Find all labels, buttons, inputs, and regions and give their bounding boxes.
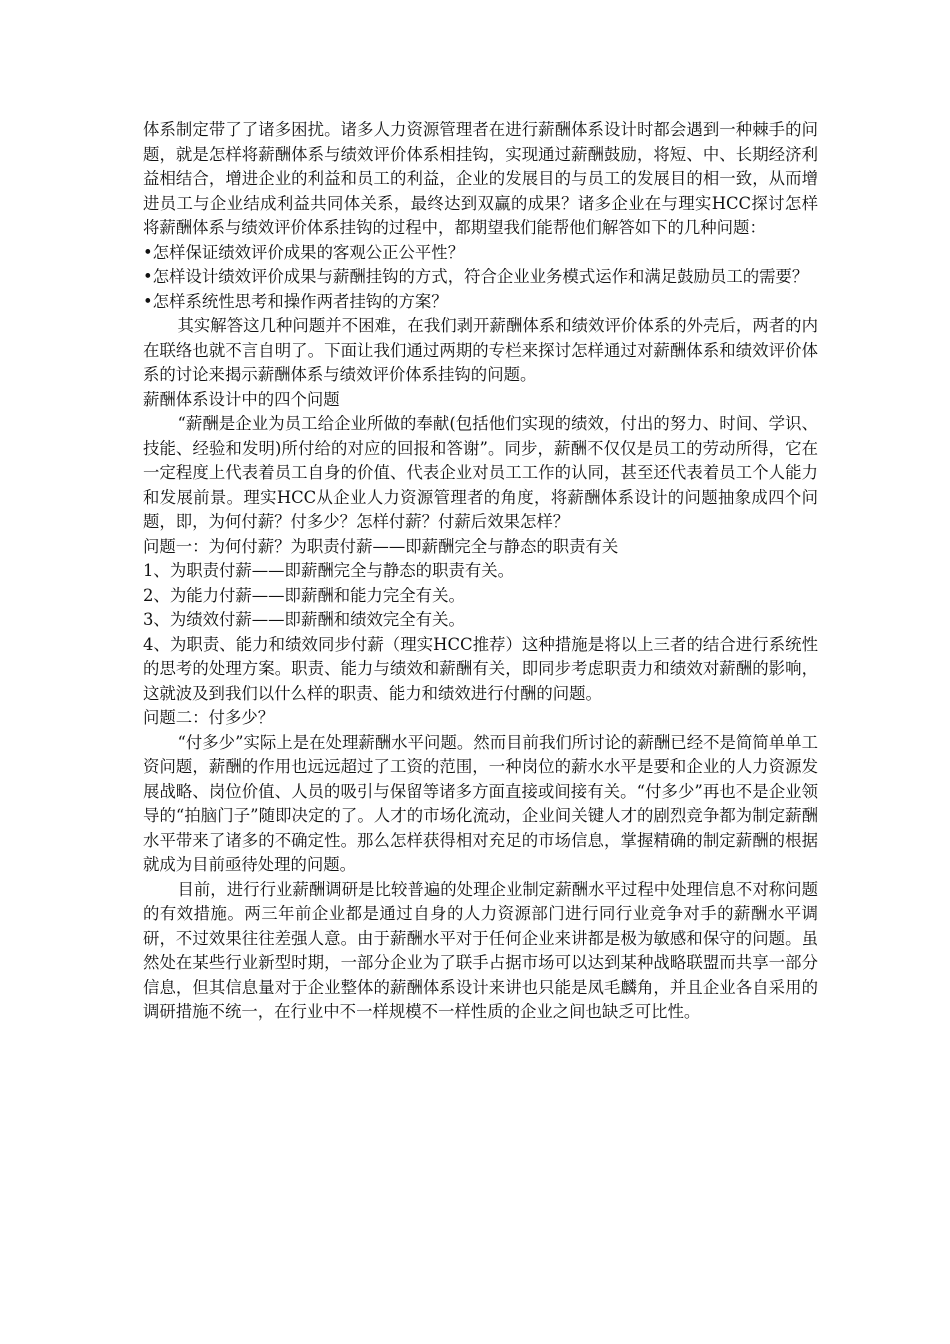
list-item-4: 4、为职责、能力和绩效同步付薪（理实HCC推荐）这种措施是将以上三者的结合进行系统性的思考的处理方案。职责、能力与绩效和薪酬有关，即同步考虑职责力和绩效对薪酬的影响，这就波及到我们以什么样的职责、能力和绩效进行付酬的问题。 xyxy=(143,634,818,703)
bullet-question-2: •怎样设计绩效评价成果与薪酬挂钩的方式，符合企业业务模式运作和满足鼓励员工的需要？ xyxy=(143,267,809,286)
bullet-question-3: •怎样系统性思考和操作两者挂钩的方案？ xyxy=(143,291,448,311)
paragraph-how-much: “付多少”实际上是在处理薪酬水平问题。然而目前我们所讨论的薪酬已经不是简简单单工资问题，薪酬的作用也远远超过了工资的范围，一种岗位的薪水水平是要和企业的人力资源发展战略、岗位价值、人员的吸引与保留等诸多方面直接或间接有关。“付多少”再也不是企业领导的“拍脑门子”随即决定的了。人才的市场化流动，企业间关键人才的剧烈竞争都为制定薪酬水平带来了诸多的不确定性。那么怎样获得相对充足的市场信息，掌握精确的制定薪酬的根据就成为目前亟待处理的问题。 xyxy=(143,732,818,874)
question-two-heading: 问题二：付多少？ xyxy=(143,708,275,727)
list-item-3: 3、为绩效付薪——即薪酬和绩效完全有关。 xyxy=(143,610,465,629)
paragraph-intro: 体系制定带了了诸多困扰。诸多人力资源管理者在进行薪酬体系设计时都会遇到一种棘手的问题，就是怎样将薪酬体系与绩效评价体系相挂钩，实现通过薪酬鼓励，将短、中、长期经济利益相结合，增进企业的利益和员工的利益，企业的发展目的与员工的发展目的相一致，从而增进员工与企业结成利益共同体关系，最终达到双赢的成果？诸多企业在与理实HCC探讨怎样将薪酬体系与绩效评价体系挂钩的过程中，都期望我们能帮他们解答如下的几种问题： xyxy=(143,120,818,237)
section-heading: 薪酬体系设计中的四个问题 xyxy=(143,389,340,409)
paragraph-answer: 其实解答这几种问题并不困难，在我们剥开薪酬体系和绩效评价体系的外壳后，两者的内在联络也就不言自明了。下面让我们通过两期的专栏来探讨怎样通过对薪酬体系和绩效评价体系的讨论来揭示薪酬体系与绩效评价体系挂钩的问题。 xyxy=(143,316,818,384)
bullet-question-1: •怎样保证绩效评价成果的客观公正公平性？ xyxy=(143,242,465,262)
document-body xyxy=(143,118,818,1025)
list-item-2: 2、为能力付薪——即薪酬和能力完全有关。 xyxy=(143,585,465,605)
paragraph-salary-survey: 目前，进行行业薪酬调研是比较普遍的处理企业制定薪酬水平过程中处理信息不对称问题的有效措施。两三年前企业都是通过自身的人力资源部门进行同行业竞争对手的薪酬水平调研，不过效果往往差强人意。由于薪酬水平对于任何企业来讲都是极为敏感和保守的问题。虽然处在某些行业新型时期，一部分企业为了联手占据市场可以达到某种战略联盟而共享一部分信息，但其信息量对于企业整体的薪酬体系设计来讲也只能是凤毛麟角，并且企业各自采用的调研措施不统一，在行业中不一样规模不一样性质的企业之间也缺乏可比性。 xyxy=(143,879,818,1021)
question-one-heading: 问题一：为何付薪？为职责付薪——即薪酬完全与静态的职责有关 xyxy=(143,536,619,556)
paragraph-salary-definition: “薪酬是企业为员工给企业所做的奉献(包括他们实现的绩效，付出的努力、时间、学识、技能、经验和发明)所付给的对应的回报和答谢”。同步，薪酬不仅仅是员工的劳动所得，它在一定程度上代表着员工自身的价值、代表企业对员工工作的认同，甚至还代表着员工个人能力和发展前景。理实HCC从企业人力资源管理者的角度，将薪酬体系设计的问题抽象成四个问题，即，为何付薪？付多少？怎样付薪？付薪后效果怎样？ xyxy=(143,414,818,531)
list-item-1: 1、为职责付薪——即薪酬完全与静态的职责有关。 xyxy=(143,561,515,580)
